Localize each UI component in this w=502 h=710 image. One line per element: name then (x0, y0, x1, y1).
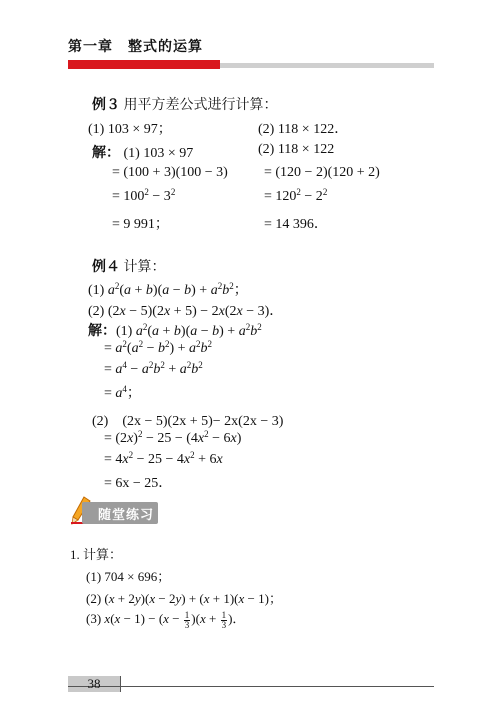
practice-question-1-part2: (2) (x + 2y)(x − 2y) + (x + 1)(x − 1)； (86, 591, 282, 606)
example4-part2-line2: = $(2x)^2 - 25 - (4x^2 - 6x)$ (104, 429, 242, 446)
example3-left-line3: = $100^2 - 3^2$ (112, 187, 176, 204)
example3-problem-2: (2) 118 × 122． (258, 122, 349, 137)
example4-solution-line3: = $a^4 - a^2b^2 + a^2b^2$ (104, 360, 203, 377)
example3-right-line2: = (120 − 2)(120 + 2) (264, 165, 380, 180)
header-gray-bar (220, 63, 434, 68)
example3-right-line4: = 14 396． (264, 217, 328, 232)
header-red-bar (68, 60, 220, 69)
example4-solution-line4: = $a^4$； (104, 384, 141, 401)
footer-rule (68, 686, 434, 687)
example4-title (92, 256, 166, 276)
practice-question-1-label: 1. 计算： (70, 547, 123, 562)
example4-problem-2: (2) (2x − 5)(2x + 5) − 2x(2x − 3)． (88, 304, 284, 319)
example4-part2-line3: = $4x^2 - 25 - 4x^2 + 6x$ (104, 450, 223, 467)
example3-heading: 例３ (92, 96, 120, 112)
example4-instruction: 计算： (123, 260, 166, 275)
example3-right-line3: = $120^2 - 2^2$ (264, 187, 328, 204)
example4-solution-line1: 解：(1) $a^2(a + b)(a - b) + a^2b^2$ (88, 322, 262, 339)
example3-right-line1: (2) 118 × 122 (258, 142, 335, 157)
example3-instruction: 用平方差公式进行计算： (123, 98, 278, 113)
page-number: 38 (87, 676, 101, 691)
example3-title (92, 94, 278, 114)
example3-solution-line1 (92, 142, 193, 162)
example3-left-line2: = (100 + 3)(100 − 3) (112, 165, 228, 180)
example3-left-line4: = 9 991； (112, 217, 169, 232)
example4-problem-1: (1) $a^2(a + b)(a - b) + a^2b^2$； (88, 281, 248, 298)
chapter-title: 第一章 整式的运算 (68, 38, 203, 54)
example3-left-line1: (1) 103 × 97 (123, 146, 194, 161)
fraction-one-third-a: $\frac{1}{3}$ (184, 609, 190, 630)
example4-heading: 例４ (92, 258, 120, 274)
practice-question-1-part3: (3) x(x − 1) − (x − $\frac{1}{3}$ )(x + $\frac{1}{3}$ )． (86, 609, 246, 630)
example3-problem-1: (1) 103 × 97； (88, 122, 172, 137)
example3-solution-label: 解： (92, 144, 120, 160)
example4-part2-line4: = 6x − 25． (104, 476, 173, 491)
practice-title: 随堂练习 (98, 507, 155, 522)
example4-part2-line1: (2) (2x − 5)(2x + 5)− 2x(2x − 3) (92, 414, 284, 429)
example4-solution-label: 解： (88, 322, 116, 338)
example4-solution-line2: = $a^2(a^2 - b^2) + a^2b^2$ (104, 339, 213, 356)
practice-question-1-part1: (1) 704 × 696； (86, 569, 171, 584)
fraction-one-third-b: $\frac{1}{3}$ (221, 609, 227, 630)
